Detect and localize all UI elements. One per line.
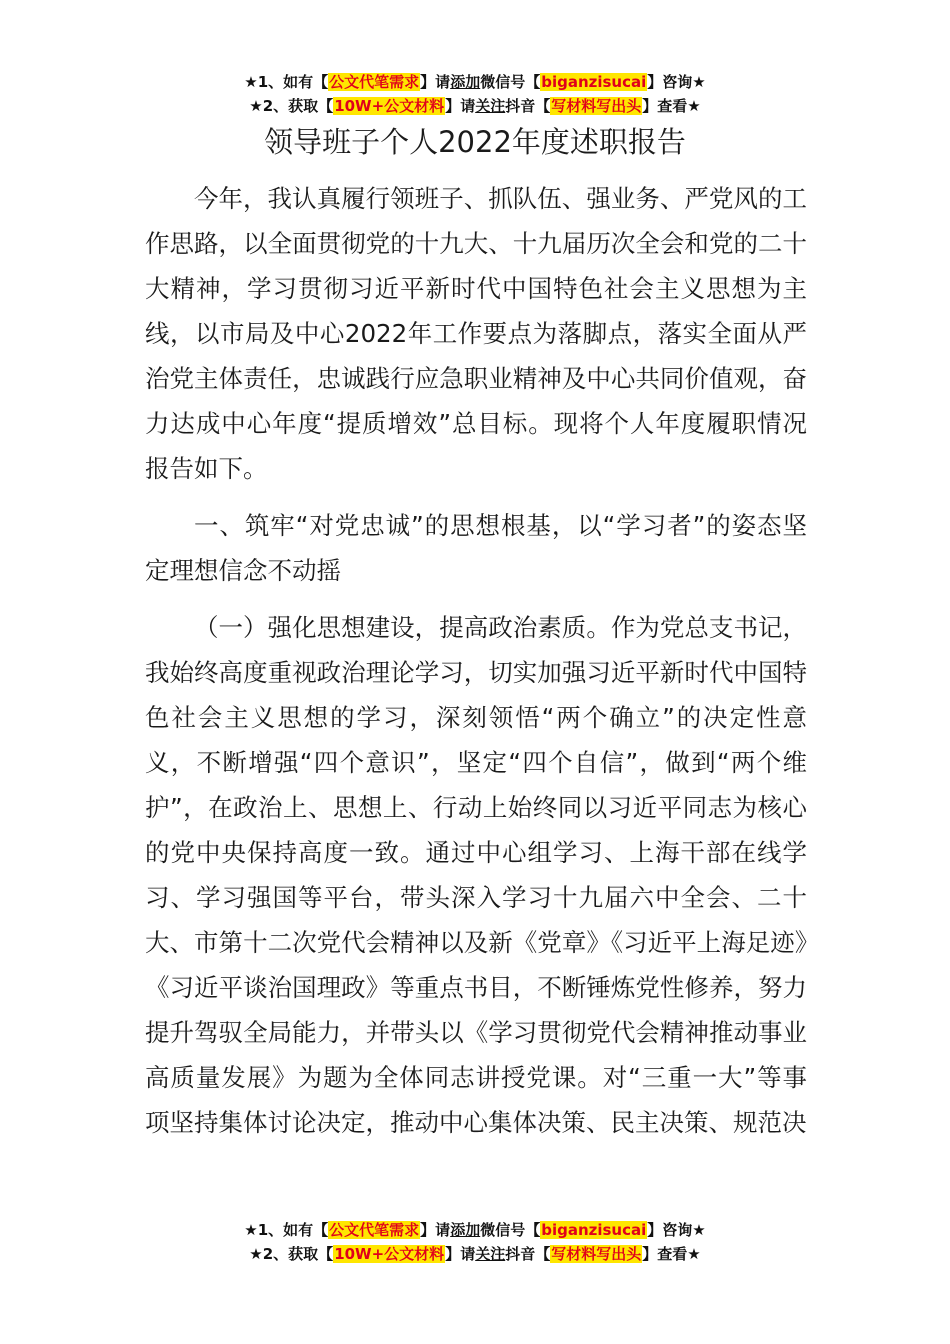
banner-text: 】查看★ bbox=[642, 97, 701, 115]
banner-text: 】请 bbox=[445, 97, 476, 115]
footer-line-2 bbox=[0, 1242, 950, 1266]
footer-banner bbox=[0, 1218, 950, 1266]
banner-underline: 关注 bbox=[475, 1245, 506, 1263]
paragraph-section-1-1: （一）强化思想建设，提高政治素质。作为党总支书记，我始终高度重视政治理论学习，切实加强习近平新时代中国特色社会主义思想的学习，深刻领悟“两个确立”的决定性意义，不断增强“四个意识”，坚定“四个自信”，做到“两个维护”，在政治上、思想上、行动上始终同以习近平同志为核心的党中央保持高度一致。通过中心组学习、上海干部在线学习、学习强国等平台，带头深入学习十九届六中全会、二十大、市第十二次党代会精神以及新《党章》《习近平上海足迹》《习近平谈治国理政》等重点书目，不断锤炼党性修养，努力提升驾驭全局能力，并带头以《学习贯彻党代会精神推动事业高质量发展》为题为全体同志讲授党课。对“三重一大”等事项坚持集体讨论决定，推动中心集体决策、民主决策、规范决 bbox=[145, 613, 807, 1137]
banner-highlight: 10W+公文材料 bbox=[334, 97, 445, 115]
banner-highlight: 写材料写出头 bbox=[551, 97, 642, 115]
banner-text: 抖音【 bbox=[505, 97, 551, 115]
banner-text: ★2、获取【 bbox=[249, 1245, 334, 1263]
banner-text: 微信号【 bbox=[480, 1221, 541, 1239]
banner-underline: 添加 bbox=[450, 73, 481, 91]
banner-text: ★1、如有【 bbox=[244, 73, 329, 91]
document-body bbox=[145, 176, 807, 1157]
banner-highlight: 公文代笔需求 bbox=[329, 1221, 420, 1239]
document-title: 领导班子个人2022年度述职报告 bbox=[264, 125, 686, 159]
banner-text: 】请 bbox=[445, 1245, 476, 1263]
banner-highlight: biganzisucai bbox=[541, 73, 647, 91]
banner-text: 微信号【 bbox=[480, 73, 541, 91]
banner-text: ★2、获取【 bbox=[249, 97, 334, 115]
section-heading-1: 一、筑牢“对党忠诚”的思想根基，以“学习者”的姿态坚定理想信念不动摇 bbox=[145, 511, 807, 585]
banner-highlight: 公文代笔需求 bbox=[329, 73, 420, 91]
banner-text: 】请 bbox=[420, 1221, 451, 1239]
paragraph-intro: 今年，我认真履行领班子、抓队伍、强业务、严党风的工作思路，以全面贯彻党的十九大、十九届历次全会和党的二十大精神，学习贯彻习近平新时代中国特色社会主义思想为主线，以市局及中心2022年工作要点为落脚点，落实全面从严治党主体责任，忠诚践行应急职业精神及中心共同价值观，奋力达成中心年度“提质增效”总目标。现将个人年度履职情况报告如下。 bbox=[145, 184, 807, 483]
banner-text: 抖音【 bbox=[505, 1245, 551, 1263]
banner-highlight: 10W+公文材料 bbox=[334, 1245, 445, 1263]
banner-text: 】请 bbox=[420, 73, 451, 91]
banner-underline: 添加 bbox=[450, 1221, 481, 1239]
banner-text: 】咨询★ bbox=[647, 73, 706, 91]
banner-line-1 bbox=[0, 70, 950, 94]
banner-highlight: 写材料写出头 bbox=[551, 1245, 642, 1263]
footer-line-1 bbox=[0, 1218, 950, 1242]
header-banner bbox=[0, 70, 950, 118]
banner-highlight: biganzisucai bbox=[541, 1221, 647, 1239]
banner-line-2 bbox=[0, 94, 950, 118]
banner-text: 】查看★ bbox=[642, 1245, 701, 1263]
banner-text: ★1、如有【 bbox=[244, 1221, 329, 1239]
banner-text: 】咨询★ bbox=[647, 1221, 706, 1239]
banner-underline: 关注 bbox=[475, 97, 506, 115]
